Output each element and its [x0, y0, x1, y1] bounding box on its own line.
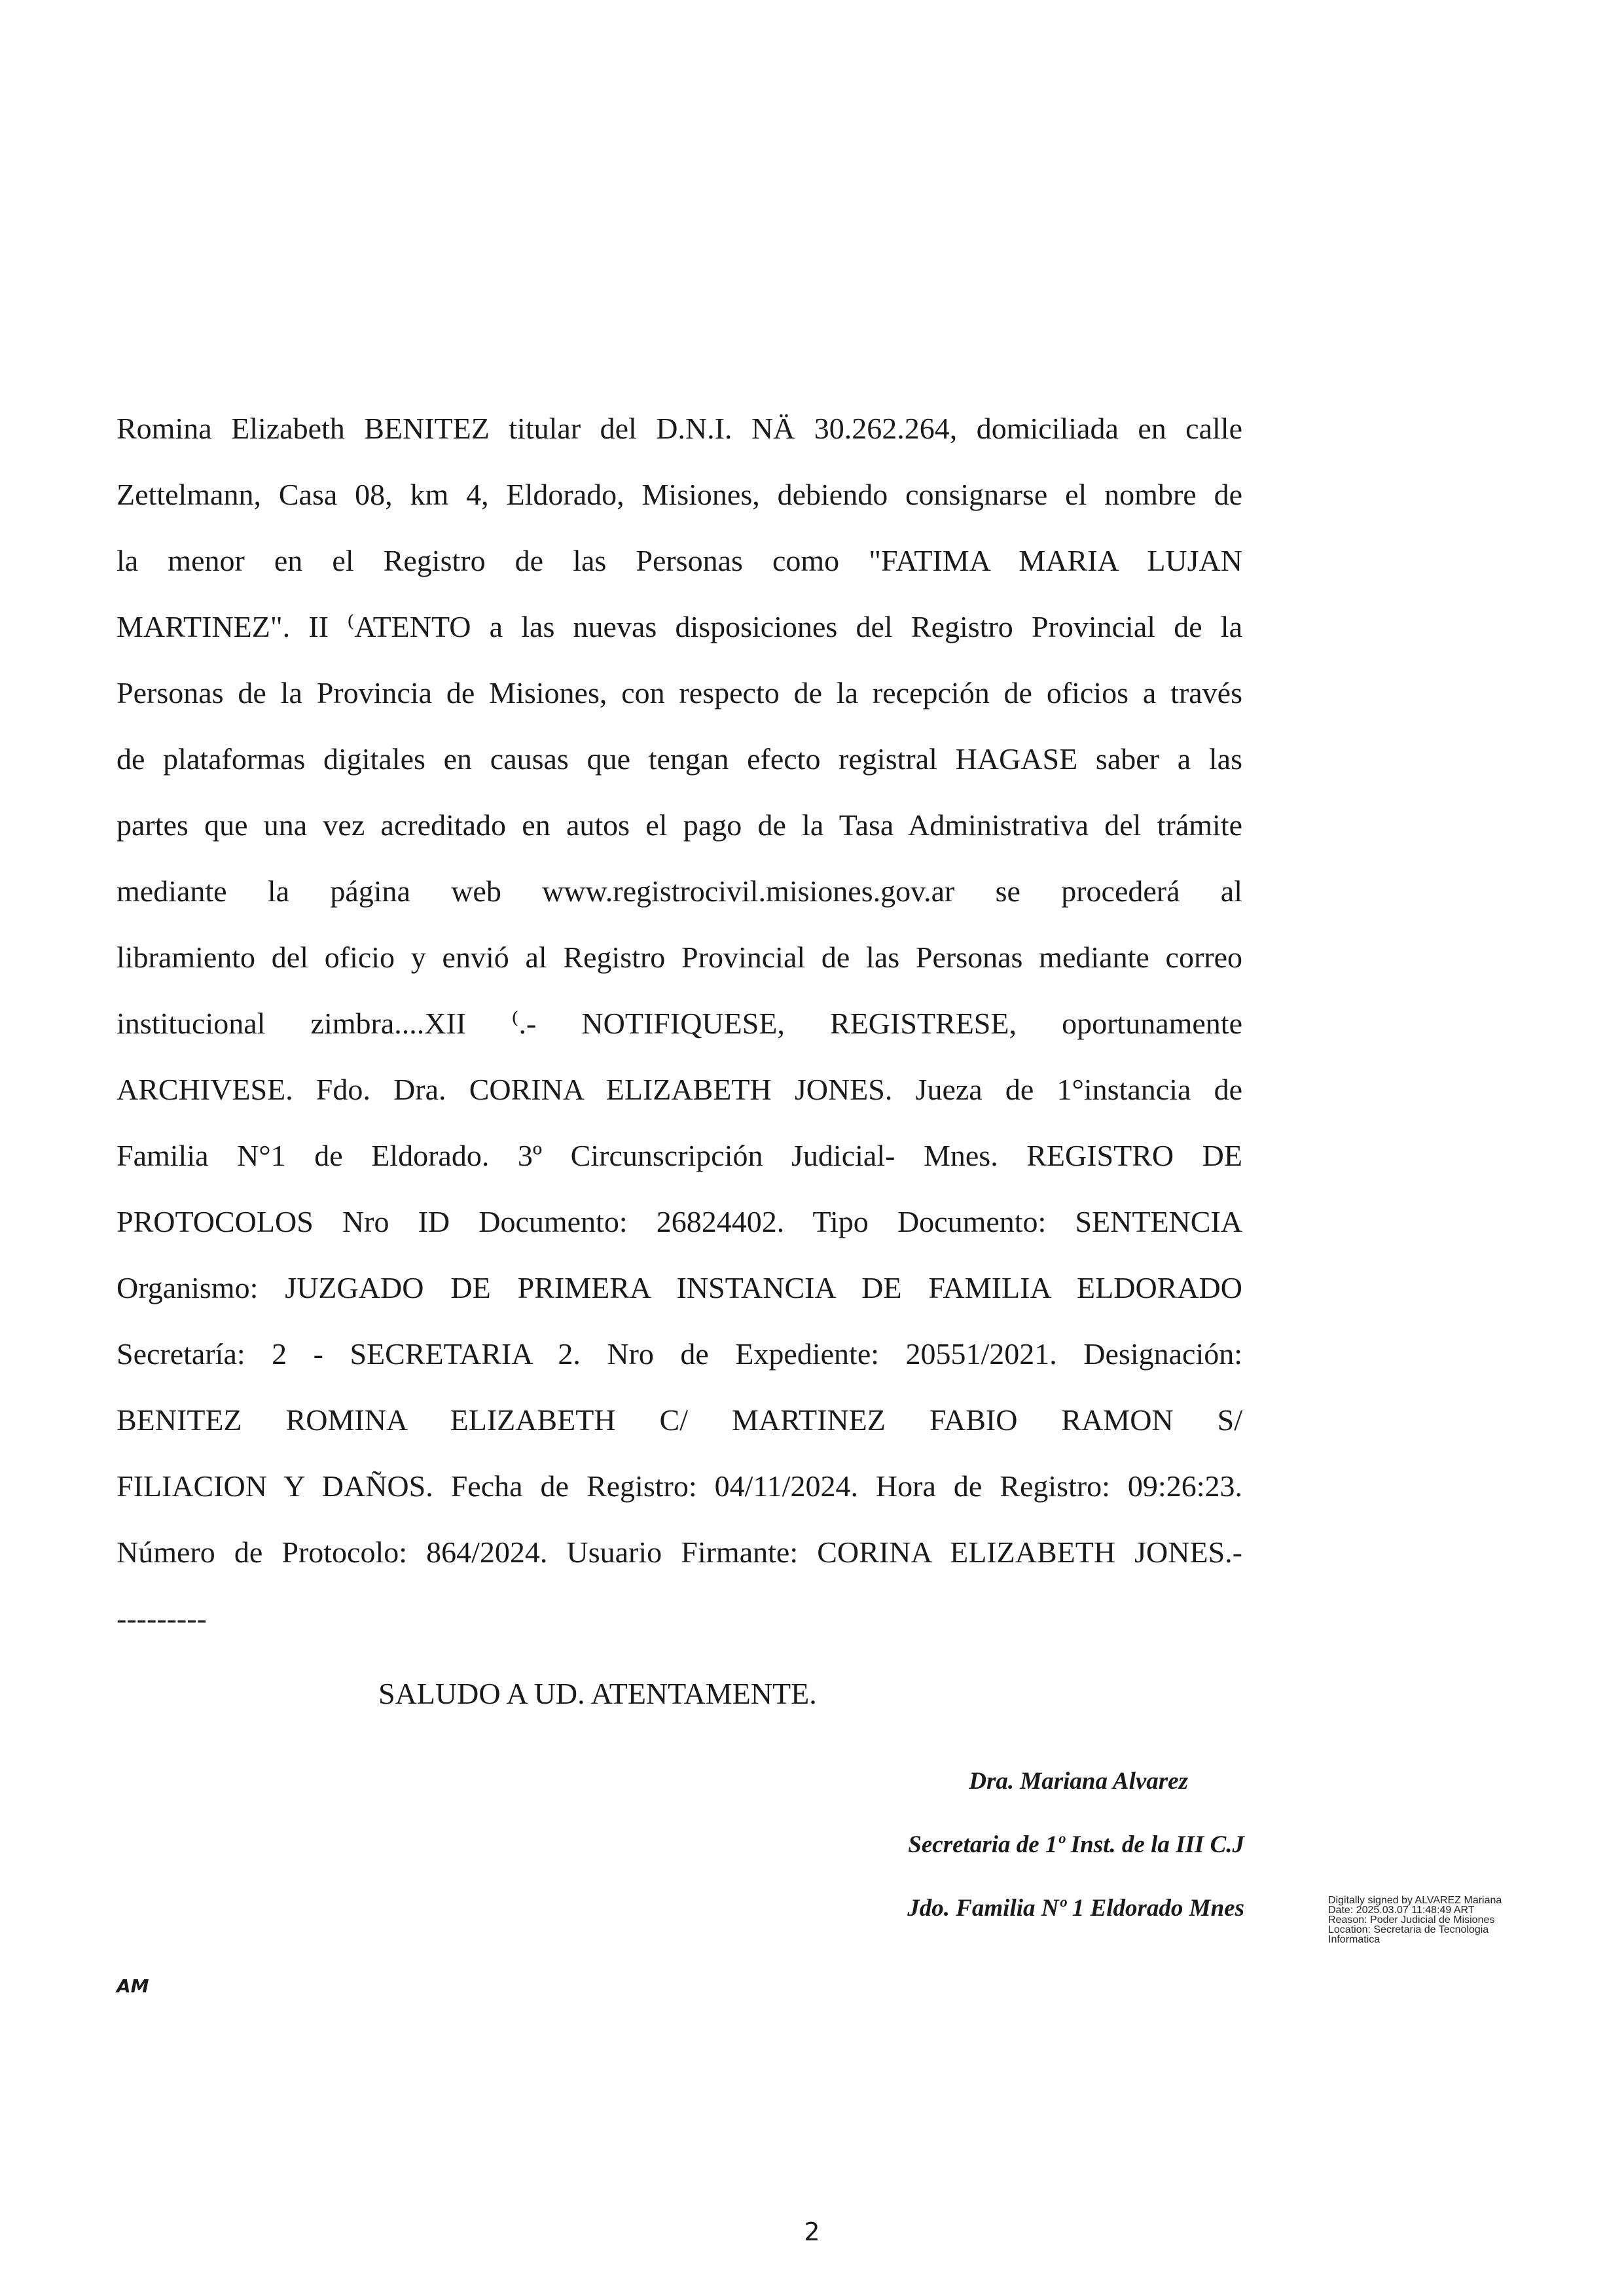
page-number: 2	[804, 2217, 820, 2246]
digital-signature-line: Location: Secretaria de Tecnologia	[1328, 1924, 1489, 1935]
body-line: FILIACION Y DAÑOS. Fecha de Registro: 04/11/2024. Hora de Registro: 09:26:23.	[117, 1469, 1242, 1503]
signer-name: Dra. Mariana Alvarez	[969, 1768, 1188, 1795]
resolution-body-text	[117, 395, 1242, 1651]
body-line: Organismo: JUZGADO DE PRIMERA INSTANCIA DE FAMILIA ELDORADO	[117, 1271, 1242, 1304]
digital-signature-line: Date: 2025.03.07 11:48:49 ART	[1328, 1905, 1475, 1916]
body-line: libramiento del oficio y envió al Registro Provincial de las Personas mediante correo	[117, 941, 1242, 974]
body-line: institucional zimbra....XII ⁽.- NOTIFIQUESE, REGISTRESE, oportunamente	[117, 1007, 1242, 1040]
body-line: Número de Protocolo: 864/2024. Usuario Firmante: CORINA ELIZABETH JONES.-	[117, 1535, 1242, 1569]
author-initials: AM	[117, 1975, 149, 1997]
body-line: Personas de la Provincia de Misiones, con respecto de la recepción de oficios a través	[117, 676, 1242, 709]
closing-greeting: SALUDO A UD. ATENTAMENTE.	[378, 1677, 817, 1710]
body-line: ARCHIVESE. Fdo. Dra. CORINA ELIZABETH JONES. Jueza de 1°instancia de	[117, 1073, 1242, 1106]
body-line: MARTINEZ". II ⁽ATENTO a las nuevas disposiciones del Registro Provincial de la	[117, 610, 1242, 643]
body-line: Secretaría: 2 - SECRETARIA 2. Nro de Expediente: 20551/2021. Designación:	[117, 1337, 1242, 1371]
body-line: Familia N°1 de Eldorado. 3º Circunscripción Judicial- Mnes. REGISTRO DE	[117, 1139, 1242, 1172]
signer-title: Secretaria de 1º Inst. de la III C.J	[908, 1831, 1244, 1858]
body-line: Zettelmann, Casa 08, km 4, Eldorado, Misiones, debiendo consignarse el nombre de	[117, 478, 1242, 511]
body-line: la menor en el Registro de las Personas como "FATIMA MARIA LUJAN	[117, 544, 1242, 577]
digital-signature-line: Digitally signed by ALVAREZ Mariana	[1328, 1895, 1502, 1906]
body-line: de plataformas digitales en causas que tengan efecto registral HAGASE saber a las	[117, 742, 1242, 776]
body-line: mediante la página web www.registrocivil.misiones.gov.ar se procederá al	[117, 874, 1242, 908]
body-line-dashes: ---------	[117, 1602, 207, 1635]
signature-block	[907, 1762, 1244, 1952]
signer-office: Jdo. Familia Nº 1 Eldorado Mnes	[907, 1895, 1244, 1922]
body-line: Romina Elizabeth BENITEZ titular del D.N.I. NÄ 30.262.264, domiciliada en calle	[117, 412, 1242, 445]
body-line: BENITEZ ROMINA ELIZABETH C/ MARTINEZ FABIO RAMON S/	[117, 1403, 1242, 1437]
digital-signature-line: Reason: Poder Judicial de Misiones	[1328, 1914, 1495, 1926]
body-line: PROTOCOLOS Nro ID Documento: 26824402. Tipo Documento: SENTENCIA	[117, 1205, 1242, 1238]
digital-signature-line: Informatica	[1328, 1934, 1380, 1945]
body-line: partes que una vez acreditado en autos el pago de la Tasa Administrativa del trámite	[117, 808, 1242, 842]
digital-signature-stamp	[1328, 1895, 1544, 1945]
